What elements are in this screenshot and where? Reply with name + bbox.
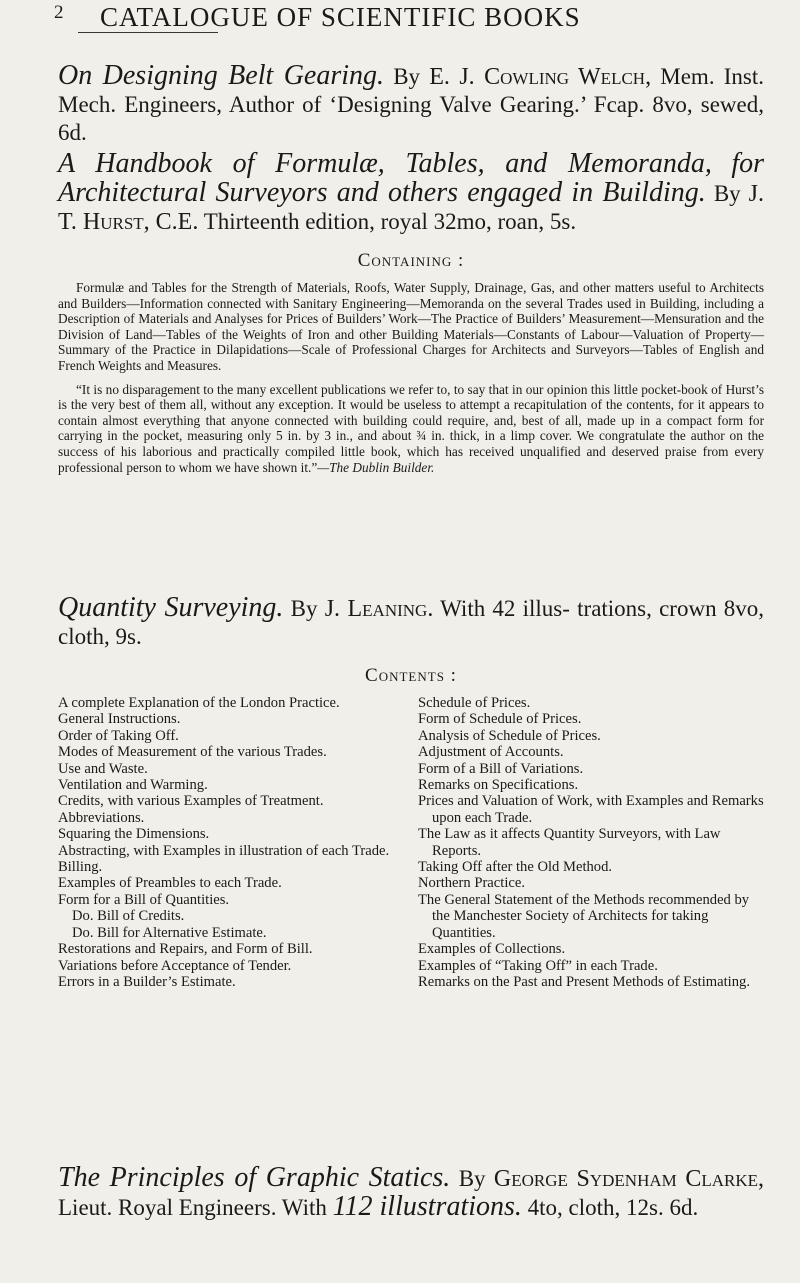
entry-quantity-details-lead: With 42 illus-: [440, 596, 570, 621]
contents-item: Analysis of Schedule of Prices.: [418, 727, 601, 744]
entry-statics-title: The Principles of Graphic Statics.: [58, 1162, 451, 1193]
entry-statics-details: Lieut. Royal Engineers. With: [58, 1195, 327, 1220]
contents-item: A complete Explanation of the London Practice.: [58, 695, 340, 711]
contents-item: Variations before Acceptance of Tender.: [58, 957, 292, 974]
entry-handbook-review-source: —The Dublin Builder.: [317, 459, 435, 475]
header-rule: [78, 32, 218, 33]
entry-handbook-author: J. T. Hurst, C.E.: [58, 181, 764, 235]
entry-belt-gearing: [58, 62, 764, 147]
contents-item: Squaring the Dimensions.: [58, 826, 210, 843]
contents-item: Abbreviations.: [58, 809, 145, 826]
entry-handbook-by: By: [713, 181, 741, 206]
contents-item: Order of Taking Off.: [58, 727, 179, 744]
entry-statics-details-italic: 112 illustrations.: [332, 1191, 522, 1222]
contents-item: Ventilation and Warming.: [58, 777, 208, 794]
entry-handbook-subtitle: for Architectural Surveyors and others engaged in Building.: [58, 148, 764, 208]
entry-statics-author: George Sydenham Clarke,: [493, 1166, 765, 1192]
entry-handbook-text: [58, 150, 764, 236]
entry-handbook-formulae: [58, 150, 764, 483]
entry-quantity-title: Quantity Surveying.: [58, 592, 284, 623]
entry-handbook-contents: [58, 280, 764, 475]
contents-item: Do. Bill of Credits.: [72, 908, 185, 925]
contents-item: Remarks on Specifications.: [418, 777, 579, 794]
entry-belt-gearing-details: Mem. Inst. Mech. Engineers, Author of ‘Designing Valve Gearing.’ Fcap. 8vo, sewed, 6d.: [58, 64, 764, 145]
entry-handbook-review-text: “It is no disparagement to the many excellent publications we refer to, to say that in our opinion this little pocket-book of Hurst’s is the very best of them all, without any exception. It would be useless to attempt a recapitulation of the contents, for it appears to contain almost everything that anyone connected with building could require, and, best of all, made up in a compact form for carrying in the pocket, measuring only 5 in. by 3 in., and about ¾ in. thick, in a limp cover. We congratulate the author on the success of his laborious and practically compiled little book, which has received unqualified and deserved praise from every professional person to whom we have shown it.”: [58, 381, 764, 475]
entry-handbook-review: [58, 382, 764, 476]
entry-handbook-contents-text: Formulæ and Tables for the Strength of Materials, Roofs, Water Supply, Drainage, Gas, and other matters useful to Architects and Builders—Information connected with Sanitary Engineering—Memoranda on the several Trades used in Building, including a Description of Materials and Analyses for Prices of Builders’ Work—The Practice of Builders’ Measurement—Mensuration and the Division of Land—Tables of the Weights of Iron and other Building Materials—Constants of Labour—Valuation of Property—Summary of the Practice in Dilapidations—Scale of Professional Charges for Architects and Surveyors—Tables of English and French Weights and Measures.: [58, 280, 764, 373]
contents-item: Northern Practice.: [418, 875, 525, 892]
entry-belt-gearing-title: On Designing Belt Gearing.: [58, 60, 385, 91]
contents-columns: [58, 695, 764, 990]
entry-statics-by: By: [458, 1166, 486, 1191]
entry-quantity-by: By: [290, 596, 318, 621]
contents-item: Taking Off after the Old Method.: [418, 859, 613, 876]
contents-item: Remarks on the Past and Present Methods of Estimating.: [418, 973, 750, 990]
entry-statics-details-end: 4to, cloth, 12s. 6d.: [527, 1195, 699, 1220]
contents-item: Use and Waste.: [58, 760, 148, 777]
contents-item: Billing.: [58, 859, 103, 876]
entry-handbook-title: A Handbook of Formulæ, Tables, and Memoranda,: [58, 148, 712, 179]
contents-item: Form for a Bill of Quantities.: [58, 891, 230, 908]
contents-item: Examples of “Taking Off” in each Trade.: [418, 957, 658, 974]
entry-belt-gearing-author: E. J. Cowling Welch,: [429, 64, 652, 90]
entry-quantity-surveying: [58, 594, 764, 990]
contents-item: Examples of Preambles to each Trade.: [58, 875, 282, 892]
contents-item: Restorations and Repairs, and Form of Bill.: [58, 941, 313, 958]
contents-item: Form of a Bill of Variations.: [418, 760, 584, 777]
contents-item: General Instructions.: [58, 711, 181, 728]
contents-item: Abstracting, with Examples in illustration of each Trade.: [58, 842, 390, 859]
entry-graphic-statics: [58, 1164, 764, 1222]
contents-item: Examples of Collections.: [418, 941, 566, 958]
entry-quantity-contents-heading: Contents :: [365, 665, 457, 686]
entry-quantity-details: trations, crown 8vo, cloth, 9s.: [58, 596, 765, 649]
contents-item: Do. Bill for Alternative Estimate.: [72, 924, 267, 941]
contents-item: Form of Schedule of Prices.: [418, 711, 582, 728]
contents-item: Schedule of Prices.: [418, 695, 531, 711]
contents-left-column: [58, 695, 404, 990]
contents-item: Modes of Measurement of the various Trades.: [58, 744, 327, 761]
contents-item: Credits, with various Examples of Treatment.: [58, 793, 324, 810]
contents-item: Adjustment of Accounts.: [418, 744, 564, 761]
running-title: CATALOGUE OF SCIENTIFIC BOOKS: [100, 2, 581, 32]
entry-quantity-text: [58, 594, 764, 651]
contents-item: The General Statement of the Methods recommended by the Manchester Society of Architects for taking Quantities.: [418, 891, 750, 941]
contents-item: Prices and Valuation of Work, with Examples and Remarks upon each Trade.: [418, 793, 764, 826]
entry-belt-gearing-by: By: [393, 64, 421, 89]
entry-quantity-author: J. Leaning.: [324, 596, 434, 622]
entry-statics-text: [58, 1164, 764, 1222]
entry-belt-gearing-text: [58, 62, 764, 147]
contents-item: Errors in a Builder’s Estimate.: [58, 973, 236, 990]
entry-handbook-details: Thirteenth edition, royal 32mo, roan, 5s.: [203, 209, 577, 234]
contents-item: The Law as it affects Quantity Surveyors, with Law Reports.: [418, 826, 721, 859]
contents-right-column: [418, 695, 764, 990]
entry-handbook-contents-heading: Containing :: [357, 250, 465, 271]
page-number: 2: [54, 2, 64, 23]
